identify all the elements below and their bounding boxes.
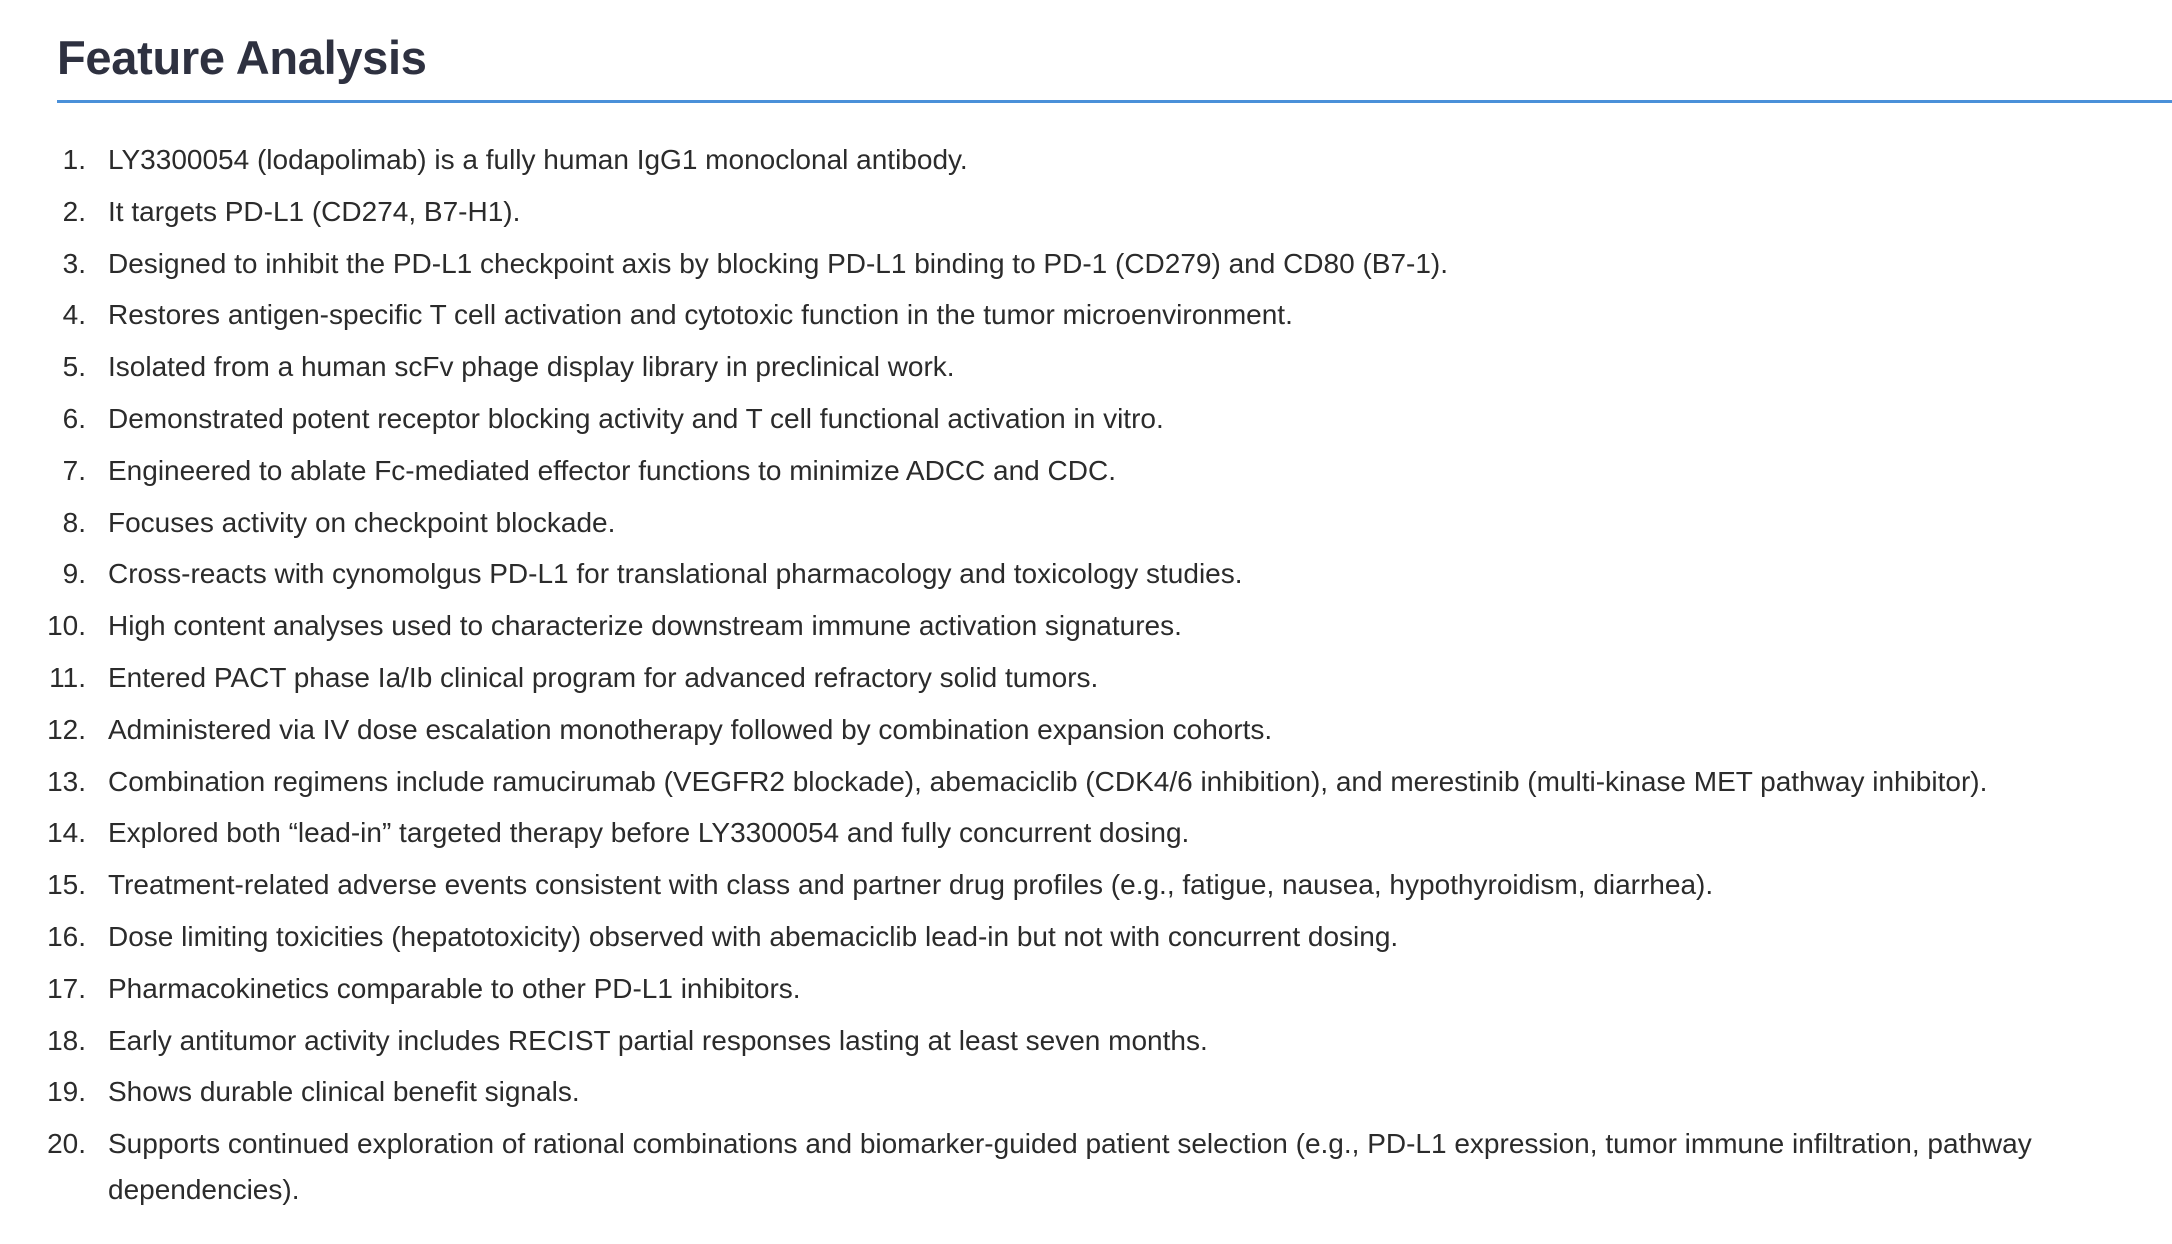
list-item-number: 16. [47, 920, 86, 952]
list-item-number: 2. [62, 195, 86, 227]
list-item-number: 17. [47, 972, 86, 1004]
list-item-text: Supports continued exploration of rational combinations and biomarker-guided patient selection (e.g., PD-L1 expression, tumor immune infiltration, pathway dependencies). [108, 1128, 2032, 1206]
list-item [0, 241, 2172, 287]
list-item [0, 396, 2172, 442]
list-item-text: Restores antigen-specific T cell activation and cytotoxic function in the tumor microenvironment. [108, 299, 1293, 331]
list-item-text: Isolated from a human scFv phage display library in preclinical work. [108, 351, 955, 383]
list-item [0, 448, 2172, 494]
list-item [0, 862, 2172, 908]
list-item-number: 19. [47, 1076, 86, 1108]
list-item-number: 10. [47, 610, 86, 642]
list-item-text: Cross-reacts with cynomolgus PD-L1 for translational pharmacology and toxicology studies. [108, 558, 1243, 590]
list-item-number: 9. [62, 558, 86, 590]
list-item-text: Treatment-related adverse events consistent with class and partner drug profiles (e.g., fatigue, nausea, hypothyroidism, diarrhea). [108, 869, 1714, 901]
list-item-text: LY3300054 (lodapolimab) is a fully human IgG1 monoclonal antibody. [108, 144, 968, 175]
list-item [0, 1121, 2172, 1213]
list-item-number: 15. [47, 869, 86, 901]
list-item [0, 292, 2172, 338]
list-item-number: 1. [62, 144, 86, 175]
list-item [0, 914, 2172, 960]
list-item [0, 603, 2172, 649]
list-item-text: Demonstrated potent receptor blocking activity and T cell functional activation in vitro. [108, 402, 1164, 434]
list-item [0, 810, 2172, 856]
list-item [0, 189, 2172, 235]
list-item-number: 12. [47, 713, 86, 745]
list-item-number: 7. [62, 454, 86, 486]
list-item [0, 966, 2172, 1012]
list-item [0, 137, 2172, 183]
list-item-number: 4. [62, 299, 86, 331]
list-item-number: 8. [62, 506, 86, 538]
list-item-text: It targets PD-L1 (CD274, B7-H1). [108, 195, 521, 227]
list-item-text: Explored both “lead-in” targeted therapy before LY3300054 and fully concurrent dosing. [108, 817, 1190, 849]
list-item [0, 1018, 2172, 1064]
list-item-text: Administered via IV dose escalation monotherapy followed by combination expansion cohorts. [108, 713, 1273, 745]
list-item [0, 759, 2172, 805]
list-item-number: 6. [62, 402, 86, 434]
list-item [0, 500, 2172, 546]
list-item-text: Combination regimens include ramucirumab (VEGFR2 blockade), abemaciclib (CDK4/6 inhibition), and merestinib (multi-kinase MET pathway inhibitor). [108, 765, 1988, 797]
title-divider [57, 100, 2172, 103]
list-item [0, 344, 2172, 390]
list-item-number: 20. [47, 1128, 86, 1160]
list-item [0, 1069, 2172, 1115]
list-item-text: Early antitumor activity includes RECIST partial responses lasting at least seven months. [108, 1024, 1208, 1056]
list-item-text: High content analyses used to characterize downstream immune activation signatures. [108, 610, 1182, 642]
list-item-text: Engineered to ablate Fc-mediated effector functions to minimize ADCC and CDC. [108, 454, 1116, 486]
list-item-text: Pharmacokinetics comparable to other PD-L1 inhibitors. [108, 972, 801, 1004]
list-item-number: 13. [47, 765, 86, 797]
list-item-text: Entered PACT phase Ia/Ib clinical program for advanced refractory solid tumors. [108, 661, 1099, 693]
feature-list [0, 137, 2172, 1219]
list-item [0, 551, 2172, 597]
list-item-number: 5. [62, 351, 86, 383]
list-item-text: Focuses activity on checkpoint blockade. [108, 506, 616, 538]
list-item [0, 707, 2172, 753]
list-item-number: 3. [62, 247, 86, 279]
list-item-number: 18. [47, 1024, 86, 1056]
list-item-number: 11. [49, 661, 86, 693]
page-title: Feature Analysis [57, 31, 427, 84]
list-item-text: Dose limiting toxicities (hepatotoxicity) observed with abemaciclib lead-in but not with concurrent dosing. [108, 920, 1399, 952]
list-item [0, 655, 2172, 701]
list-item-number: 14. [47, 817, 86, 849]
list-item-text: Designed to inhibit the PD-L1 checkpoint axis by blocking PD-L1 binding to PD-1 (CD279) and CD80 (B7-1). [108, 247, 1449, 279]
list-item-text: Shows durable clinical benefit signals. [108, 1076, 580, 1108]
